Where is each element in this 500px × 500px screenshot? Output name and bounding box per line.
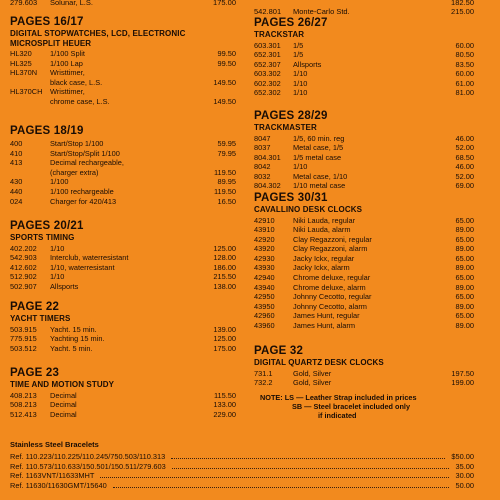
- item-price: 65.00: [455, 311, 474, 321]
- price-row: [254, 378, 474, 388]
- price-row: [254, 162, 474, 172]
- price-row: [254, 263, 474, 273]
- item-price: 149.50: [213, 77, 236, 87]
- item-code: 279.603: [10, 0, 38, 7]
- item-description: Yachting 15 min.: [50, 334, 105, 344]
- item-price: 65.00: [455, 273, 474, 283]
- section-subtitle: SPORTS TIMING: [10, 233, 75, 242]
- section-pages-heading: PAGES 16/17: [10, 16, 84, 28]
- section-rows: [254, 41, 474, 99]
- item-price: 139.00: [213, 324, 236, 334]
- bracelet-price: 50.00: [455, 480, 474, 490]
- right-section: [254, 110, 474, 191]
- item-price: 133.00: [213, 400, 236, 410]
- item-price: 46.00: [455, 162, 474, 172]
- section-subtitle: MICROSPLIT HEUER: [10, 38, 92, 48]
- bracelet-reference: Ref. 110.223/110.225/110.245/750.503/110.313: [10, 452, 166, 461]
- item-code: 43940: [254, 282, 275, 292]
- price-row: [254, 41, 474, 51]
- price-row: [10, 325, 236, 335]
- item-code: 8032: [254, 171, 271, 181]
- item-price: 69.00: [455, 181, 474, 191]
- section-rows: [10, 49, 236, 107]
- section-pages-heading: PAGE 23: [10, 367, 60, 379]
- item-description: Monte-Carlo Std.: [293, 7, 350, 16]
- item-code: 512.413: [10, 409, 37, 419]
- bracelet-reference: Ref. 11630/11630GMT/15640: [10, 480, 107, 490]
- item-description: Chrome deluxe, regular: [293, 273, 371, 283]
- price-row: [254, 283, 474, 293]
- item-description: Allsports: [50, 281, 79, 291]
- item-price: 197.50: [451, 368, 474, 378]
- price-row: [10, 59, 236, 69]
- leader-dots: [113, 487, 449, 488]
- item-price: 79.95: [217, 148, 236, 158]
- item-description: 1/5 metal case: [293, 152, 342, 162]
- item-description: Clay Regazzoni, regular: [293, 234, 372, 244]
- item-price: 89.00: [455, 282, 474, 292]
- item-price: 125.00: [213, 334, 236, 344]
- item-code: 402.202: [10, 243, 37, 253]
- item-price: 52.00: [455, 143, 474, 153]
- price-row: [10, 78, 236, 88]
- right-section: [254, 345, 474, 388]
- bracelet-row: [10, 452, 474, 462]
- item-code: 440: [10, 186, 23, 196]
- item-description: 1/5: [293, 40, 304, 50]
- item-code: 8042: [254, 162, 271, 172]
- item-code: 42940: [254, 273, 275, 283]
- left-section: [10, 16, 236, 107]
- item-code: 542.801: [254, 7, 282, 16]
- item-price: 138.00: [213, 281, 236, 291]
- item-code: 42910: [254, 215, 275, 225]
- price-row: [10, 158, 236, 168]
- item-description: Johnny Cecotto, regular: [293, 292, 372, 302]
- left-section: [10, 301, 236, 353]
- leader-dots: [171, 458, 445, 459]
- note-line-2: SB — Steel bracelet included only: [292, 402, 410, 411]
- price-row: [254, 235, 474, 245]
- section-subtitle: DIGITAL QUARTZ DESK CLOCKS: [254, 358, 384, 367]
- price-row: [10, 139, 236, 149]
- price-row: [254, 60, 474, 70]
- item-description: 1/100 rechargeable: [50, 186, 114, 196]
- price-row: [254, 134, 474, 144]
- item-description: Niki Lauda, alarm: [293, 225, 351, 235]
- item-description: 1/100 Split: [50, 49, 85, 58]
- item-description: 1/10: [293, 69, 308, 79]
- item-code: 8037: [254, 143, 271, 153]
- price-row: [10, 68, 236, 78]
- item-price: 199.00: [451, 378, 474, 388]
- item-description: 1/5, 60 min. reg: [293, 133, 345, 143]
- item-price: 125.00: [213, 243, 236, 253]
- section-rows: [10, 139, 236, 206]
- price-row: [254, 273, 474, 283]
- bracelet-rows: [10, 452, 474, 490]
- item-code: 652.301: [254, 50, 281, 60]
- item-description: Yacht. 5 min.: [50, 343, 93, 353]
- section-subtitle: TRACKMASTER: [254, 123, 317, 132]
- right-section: [254, 17, 474, 98]
- item-description: Solunar, L.S.: [50, 0, 93, 7]
- item-price: 81.00: [455, 88, 474, 98]
- price-row: [10, 97, 236, 107]
- item-description: James Hunt, regular: [293, 311, 360, 321]
- item-code: 413: [10, 158, 23, 168]
- section-pages-heading: PAGES 20/21: [10, 220, 84, 232]
- item-price: 229.00: [213, 409, 236, 419]
- right-section: [254, 192, 474, 331]
- item-price: 89.00: [455, 225, 474, 235]
- item-description: Charger for 420/413: [50, 196, 117, 206]
- price-row: [254, 254, 474, 264]
- item-description: Allsports: [293, 59, 322, 69]
- price-row: [10, 168, 236, 178]
- item-price: 65.00: [455, 253, 474, 263]
- item-description: 1/10: [50, 272, 65, 282]
- section-rows: [10, 325, 236, 354]
- item-code: HL370N: [10, 68, 38, 78]
- item-price: 89.00: [455, 244, 474, 254]
- item-code: 42920: [254, 234, 275, 244]
- section-pages-heading: PAGES 26/27: [254, 17, 328, 29]
- section-pages-heading: PAGES 28/29: [254, 110, 328, 122]
- item-code: HL325: [10, 58, 32, 68]
- section-pages-heading: PAGES 30/31: [254, 192, 328, 204]
- item-price: 65.00: [455, 292, 474, 302]
- item-description: 1/10: [293, 162, 308, 172]
- item-price: 89.00: [455, 263, 474, 273]
- item-description: Jacky Ickx, alarm: [293, 263, 350, 273]
- item-price: 80.50: [455, 50, 474, 60]
- section-rows: [254, 369, 474, 388]
- item-price: 46.00: [455, 133, 474, 143]
- price-row: [10, 391, 236, 401]
- item-code: 024: [10, 196, 23, 206]
- item-description: Gold, Silver: [293, 378, 332, 388]
- note-block: [260, 393, 417, 420]
- section-rows: [254, 216, 474, 331]
- bracelets-title: Stainless Steel Bracelets: [10, 440, 99, 449]
- item-code: 42930: [254, 253, 275, 263]
- item-code: 43950: [254, 301, 275, 311]
- item-price: 59.95: [217, 139, 236, 148]
- bracelet-row: [10, 481, 474, 491]
- item-code: 804.301: [254, 152, 281, 162]
- item-code: 731.1: [254, 368, 273, 378]
- item-code: 804.302: [254, 181, 281, 191]
- item-code: 508.213: [10, 400, 37, 410]
- item-code: 8047: [254, 133, 271, 143]
- item-description: 1/10: [293, 78, 308, 88]
- item-description: chrome case, L.S.: [50, 96, 110, 106]
- item-code: 503.512: [10, 343, 37, 353]
- price-row: [10, 344, 236, 354]
- price-row: [254, 369, 474, 379]
- item-description: Metal case, 1/10: [293, 171, 348, 181]
- leader-dots: [100, 477, 449, 478]
- item-description: Start/Stop 1/100: [50, 139, 104, 148]
- price-row: [254, 311, 474, 321]
- item-description: Decimal: [50, 390, 77, 400]
- item-description: Chrome deluxe, alarm: [293, 282, 366, 292]
- price-row: [254, 216, 474, 226]
- section-subtitle: CAVALLINO DESK CLOCKS: [254, 205, 363, 214]
- left-section: [10, 125, 236, 206]
- price-row: [10, 49, 236, 59]
- item-price: 119.50: [213, 186, 236, 196]
- price-row: [254, 225, 474, 235]
- price-row: [10, 244, 236, 254]
- item-price: 182.50: [451, 0, 474, 7]
- item-price: 128.00: [213, 253, 236, 263]
- item-description: Gold, Silver: [293, 368, 332, 378]
- item-price: 89.00: [455, 321, 474, 331]
- top-left-row: [10, 0, 236, 9]
- item-code: 412.602: [10, 262, 37, 272]
- item-code: 603.302: [254, 69, 281, 79]
- section-subtitle: DIGITAL STOPWATCHES, LCD, ELECTRONIC: [10, 29, 186, 38]
- price-row: [254, 79, 474, 89]
- item-price: 175.00: [213, 343, 236, 353]
- price-row: [254, 292, 474, 302]
- item-description: 1/10: [50, 243, 65, 253]
- item-price: 99.50: [217, 58, 236, 68]
- item-description: black case, L.S.: [50, 77, 103, 87]
- price-row: [10, 334, 236, 344]
- item-description: Johnny Cecotto, alarm: [293, 301, 367, 311]
- item-code: 43930: [254, 263, 275, 273]
- item-price: 65.00: [455, 215, 474, 225]
- item-description: 1/100 Lap: [50, 58, 83, 68]
- item-price: 89.00: [455, 301, 474, 311]
- item-description: Wristtimer,: [50, 87, 85, 97]
- bracelet-reference: Ref. 110.573/110.633/150.501/150.511/279.603: [10, 461, 166, 471]
- item-description: 1/10, waterresistant: [50, 262, 115, 272]
- note-line-1: NOTE: LS — Leather Strap included in prices: [260, 393, 417, 402]
- item-code: 42950: [254, 292, 275, 302]
- item-description: (charger extra): [50, 167, 99, 177]
- price-row: [254, 69, 474, 79]
- item-code: 43910: [254, 225, 275, 235]
- item-description: Jacky Ickx, regular: [293, 253, 355, 263]
- item-code: 602.302: [254, 78, 281, 88]
- bracelet-row: [10, 462, 474, 472]
- item-price: 89.95: [217, 177, 236, 187]
- item-price: 119.50: [213, 167, 236, 177]
- bracelet-price: 35.00: [455, 461, 474, 471]
- price-row: [254, 181, 474, 191]
- item-description: 1/5: [293, 50, 304, 60]
- note-line-3: if indicated: [318, 411, 357, 420]
- item-price: 115.50: [213, 390, 236, 400]
- item-price: 16.50: [217, 196, 236, 206]
- item-description: Decimal: [50, 409, 77, 419]
- item-code: 652.302: [254, 88, 281, 98]
- bracelets-section: [10, 440, 474, 490]
- item-description: 1/100: [50, 177, 69, 187]
- item-code: 43960: [254, 321, 275, 331]
- price-row: [10, 410, 236, 420]
- price-row: [10, 263, 236, 273]
- price-row: [10, 282, 236, 292]
- item-price: 215.00: [451, 7, 474, 16]
- item-price: 149.50: [213, 96, 236, 106]
- item-code: HL370CH: [10, 87, 43, 97]
- bracelet-price: $50.00: [451, 452, 474, 461]
- price-row: [254, 88, 474, 98]
- item-description: Interclub, waterresistant: [50, 253, 129, 263]
- bracelet-price: 30.00: [455, 471, 474, 481]
- item-code: HL320: [10, 49, 32, 58]
- bracelet-row: [10, 471, 474, 481]
- price-row: [10, 177, 236, 187]
- item-code: 400: [10, 139, 23, 148]
- item-price: 65.00: [455, 234, 474, 244]
- item-code: 775.915: [10, 334, 37, 344]
- section-pages-heading: PAGES 18/19: [10, 125, 84, 137]
- price-row: [254, 172, 474, 182]
- item-code: 42960: [254, 311, 275, 321]
- section-subtitle: TIME AND MOTION STUDY: [10, 380, 115, 389]
- item-code: 408.213: [10, 390, 37, 400]
- item-description: 1/10 metal case: [293, 181, 346, 191]
- item-description: 1/10: [293, 88, 308, 98]
- item-code: 603.301: [254, 40, 281, 50]
- item-price: 61.00: [455, 78, 474, 88]
- bracelet-reference: Ref. 1163VNT/11633MHT: [10, 471, 95, 481]
- section-rows: [254, 134, 474, 192]
- item-price: 52.00: [455, 171, 474, 181]
- price-row: [254, 143, 474, 153]
- item-price: 83.50: [455, 59, 474, 69]
- section-subtitle: TRACKSTAR: [254, 30, 305, 39]
- price-row: [10, 272, 236, 282]
- item-description: Decimal: [50, 400, 77, 410]
- item-code: 542.903: [10, 253, 37, 263]
- item-description: Niki Lauda, regular: [293, 215, 356, 225]
- item-price: 99.50: [217, 49, 236, 58]
- item-price: 186.00: [213, 262, 236, 272]
- item-price: 175.00: [213, 0, 236, 7]
- item-code: 732.2: [254, 378, 273, 388]
- price-row: [10, 197, 236, 207]
- item-price: 60.00: [455, 69, 474, 79]
- price-row: [254, 153, 474, 163]
- section-subtitle: YACHT TIMERS: [10, 314, 71, 323]
- item-price: 60.00: [455, 40, 474, 50]
- item-price: 68.50: [455, 152, 474, 162]
- price-row: [10, 87, 236, 97]
- left-section: [10, 220, 236, 291]
- section-rows: [10, 244, 236, 292]
- item-description: Start/Stop/Split 1/100: [50, 148, 120, 158]
- price-row: [254, 302, 474, 312]
- item-code: 503.915: [10, 324, 37, 334]
- item-description: Wristtimer,: [50, 68, 85, 78]
- price-row: [254, 50, 474, 60]
- item-code: 652.307: [254, 59, 281, 69]
- item-description: Metal case, 1/5: [293, 143, 344, 153]
- left-section: [10, 367, 236, 419]
- price-row: [10, 187, 236, 197]
- item-code: 430: [10, 177, 23, 187]
- item-price: 215.50: [213, 272, 236, 282]
- price-row: [10, 400, 236, 410]
- item-code: 43920: [254, 244, 275, 254]
- price-row: [254, 321, 474, 331]
- item-description: James Hunt, alarm: [293, 321, 356, 331]
- item-code: 502.907: [10, 281, 37, 291]
- item-code: 410: [10, 148, 23, 158]
- item-description: Clay Regazzoni, alarm: [293, 244, 368, 254]
- leader-dots: [172, 468, 449, 469]
- section-rows: [10, 391, 236, 420]
- price-row: [10, 149, 236, 159]
- item-description: Yacht. 15 min.: [50, 324, 97, 334]
- section-pages-heading: PAGE 22: [10, 301, 60, 313]
- item-code: 512.902: [10, 272, 37, 282]
- price-row: [10, 253, 236, 263]
- section-pages-heading: PAGE 32: [254, 345, 304, 357]
- item-description: Decimal rechargeable,: [50, 158, 124, 168]
- price-row: [254, 244, 474, 254]
